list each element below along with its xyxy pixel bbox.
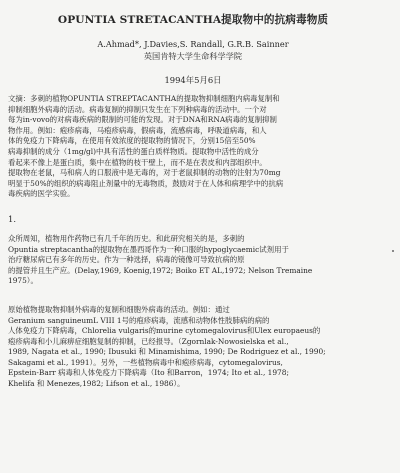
scan-artifact: [392, 250, 394, 252]
publication-date: 1994年5月6日: [164, 75, 222, 85]
document-title: OPUNTIA STRETACANTHA提取物中的抗病毒物质: [57, 14, 329, 26]
section-number: 1.: [8, 213, 16, 224]
author-list: A.Ahmad*, J.Davies,S. Randall, G.R.B. Sainner: [97, 39, 289, 49]
body-paragraph-2: 原始植物提取物抑制外病毒的复制和细胞外病毒的活动。例如：通过 Geranium sanguineumL VIII 1号的疱疹病毒，流感和动物体性肢肺病的病的 人体免疫力下降病毒，Chlorelia vulgaris的murine cytomegalovirus和Ulex europaeus的 疱疹病毒和小儿麻痹症细胞复制的抑制，已经报导。（Zgornlak-Nowosielska et al., 1989, Nagata et al., 1990; Ibusuki 和 Minamishima, 1990; De Rodriguez et al., 1990; Sakagami et al., 1991）。另外，一些植物病毒中和疱疹病毒，cytomegalovirus, Epstein-Barr 病毒和人体免疫力下降病毒（Ito 和Barron，1974; Ito et al., 1978; Khelifa 和 Menezes,1982; Lifson et al., 1986）。: [8, 304, 326, 389]
body-paragraph-1: 众所周知，植物用作药物已有几千年的历史。和此研究相关的是，多刺的 Opuntia streptacantha的提取物在墨西哥作为一种口服的hypoglycaemic试剂用于 治疗糖尿病已有多年的历史。作为一种选择，病毒的镜像可导致抗病的原 的提管并且生产应。(Delay,1969, Koenig,1972; Boiko ET AL,1972; Nelson Tremaine 1975）。: [8, 233, 313, 286]
affiliation: 英国肯特大学生命科学学院: [143, 51, 243, 61]
abstract-paragraph: 文摘：多刺的植物OPUNTIA STREPTACANTHA的提取物抑制细胞内病毒复制和 抑制细胞外病毒的活动。病毒复制的抑制只发生在下列种病毒的活动中。一个对 每为in-vovo的对病毒疾病的限制的可能的发现。对于DNA和RNA病毒的复制抑制 物作用。例如：疱疹病毒，马疱疹病毒，假病毒，流感病毒，呼吸道病毒，和人 体的免疫力下降病毒，在使用有效浓度的提取物的情况下，分别15倍至50% 病毒抑制的成分（1mg/gl)中具有活性的蛋白质样物质。提取物中活性的成分 看起来不像上是蛋白质，集中在植物的枝干壁上，而不是在表皮和内部组织中。 提取物在老鼠，马和病人的口服液中是无毒的，对于老鼠抑制的动物的注射为70mg 明显于50%的组织的病毒阻止剂量中的无毒物质，鼓励对于在人体和病理学中的抗病 毒疾病的医学实验。: [8, 94, 284, 199]
